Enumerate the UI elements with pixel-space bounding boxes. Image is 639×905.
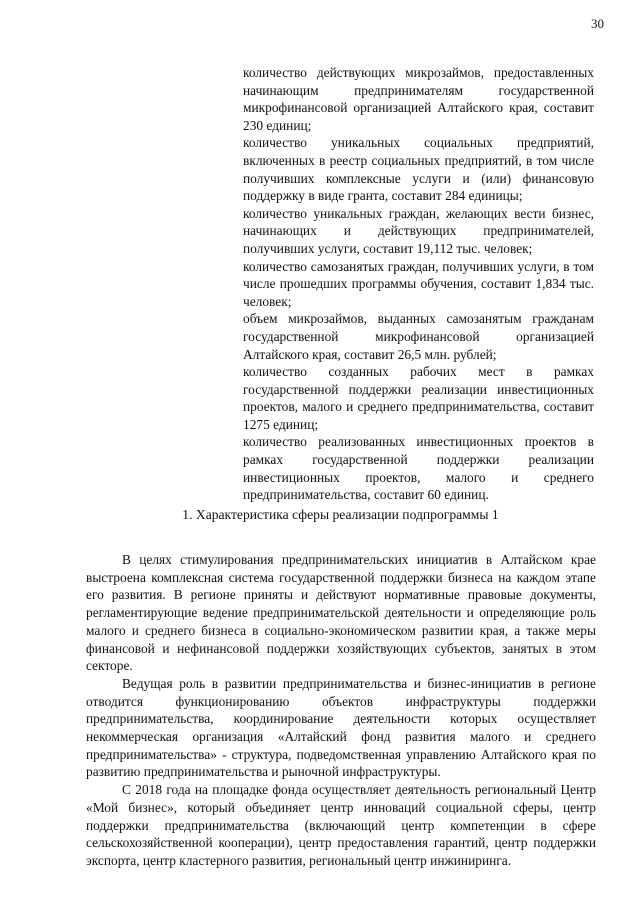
body-paragraph: Ведущая роль в развитии предпринимательства и бизнес-инициатив в регионе отводится функционированию объектов инфраструктуры поддержки предпринимательства, координирование деятельности которых осуществляет некоммерческая организация «Алтайский фонд развития малого и среднего предпринимательства» - структура, подведомственная управлению Алтайского края по развитию предпринимательства и рыночной инфраструктуры. (86, 675, 596, 780)
section-heading: 1. Характеристика сферы реализации подпрограммы 1 (182, 507, 499, 522)
indicator-item: количество самозанятых граждан, получивших услуги, в том числе прошедших программы обучения, составит 1,834 тыс. человек; (243, 258, 594, 309)
target-indicators-list (243, 64, 594, 504)
indicator-item: количество уникальных граждан, желающих вести бизнес, начинающих и действующих предпринимателей, получивших услуги, составит 19,112 тыс. человек; (243, 205, 594, 256)
indicator-item: количество уникальных социальных предприятий, включенных в реестр социальных предприятий, в том числе получивших комплексные услуги и (или) финансовую поддержку в виде гранта, составит 284 единицы; (243, 135, 594, 204)
body-paragraph: С 2018 года на площадке фонда осуществляет деятельность региональный Центр «Мой бизнес», который объединяет центр инноваций социальной сферы, центр поддержки предпринимательства (включающий центр компетенции в сфере сельскохозяйственной кооперации), центр предоставления гарантий, центр поддержки экспорта, центр кластерного развития, региональный центр инжиниринга. (86, 782, 596, 868)
indicator-item: количество созданных рабочих мест в рамках государственной поддержки реализации инвестиционных проектов, малого и среднего предпринимательства, составит 1275 единиц; (243, 364, 594, 432)
page-number: 30 (591, 16, 604, 31)
indicator-item: количество действующих микрозаймов, предоставленных начинающим предпринимателям государственной микрофинансовой организацией Алтайского края, составит 230 единиц; (243, 65, 594, 133)
body-paragraph: В целях стимулирования предпринимательских инициатив в Алтайском крае выстроена комплексная система государственной поддержки бизнеса на каждом этапе его развития. В регионе приняты и действуют нормативные правовые документы, регламентирующие ведение предпринимательской деятельности и определяющие роль малого и среднего бизнеса в социально-экономическом развитии края, а также меры финансовой и нефинансовой поддержки хозяйствующих субъектов, занятых в этом секторе. (86, 552, 596, 674)
indicator-item: объем микрозаймов, выданных самозанятым гражданам государственной микрофинансовой организацией Алтайского края, составит 26,5 млн. рублей; (243, 311, 594, 362)
section-body (86, 551, 596, 870)
indicator-item: количество реализованных инвестиционных проектов в рамках государственной поддержки реализации инвестиционных проектов, малого и среднего предпринимательства, составит 60 единиц. (243, 434, 594, 503)
